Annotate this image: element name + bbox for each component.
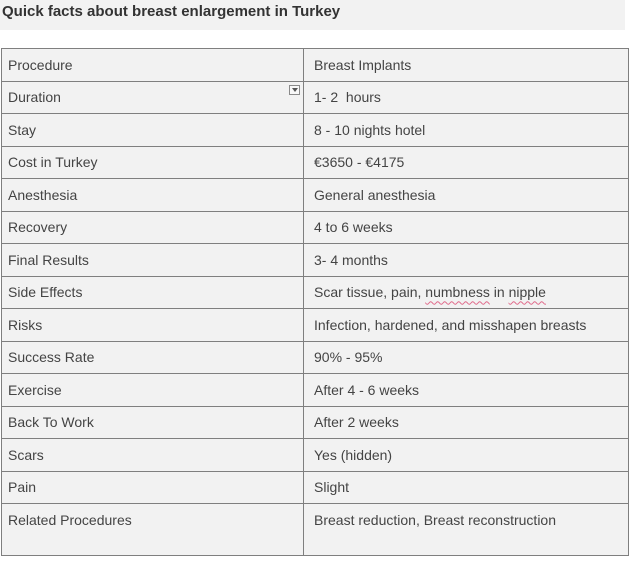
title-bar [0, 0, 625, 30]
table-row [2, 49, 629, 82]
row-label-back-to-work: Back To Work [2, 406, 304, 439]
side-effects-text-part: Scar tissue, pain, [314, 284, 426, 301]
row-label-recovery: Recovery [2, 211, 304, 244]
table-row [2, 179, 629, 212]
row-label-pain: Pain [2, 471, 304, 504]
quick-facts-table [1, 48, 629, 556]
row-label-duration: Duration [8, 89, 61, 106]
table-row [2, 406, 629, 439]
table-row [2, 81, 629, 114]
table-row [2, 439, 629, 472]
row-value-exercise: After 4 - 6 weeks [304, 374, 629, 407]
row-label-final-results: Final Results [2, 244, 304, 277]
row-value-scars: Yes (hidden) [304, 439, 629, 472]
table-row [2, 471, 629, 504]
table-row [2, 341, 629, 374]
row-value-recovery: 4 to 6 weeks [304, 211, 629, 244]
row-label-exercise: Exercise [2, 374, 304, 407]
side-effects-text-part: in [489, 284, 509, 301]
spellcheck-word-numbness: numbness [425, 284, 490, 301]
row-label-anesthesia: Anesthesia [2, 179, 304, 212]
row-label-success-rate: Success Rate [2, 341, 304, 374]
row-value-back-to-work: After 2 weeks [304, 406, 629, 439]
row-value-cost: €3650 - €4175 [304, 146, 629, 179]
row-label-risks: Risks [2, 309, 304, 342]
row-label-cost: Cost in Turkey [2, 146, 304, 179]
page-title: Quick facts about breast enlargement in Turkey [2, 3, 341, 20]
row-label-scars: Scars [2, 439, 304, 472]
table-row [2, 504, 629, 556]
row-value-pain: Slight [304, 471, 629, 504]
row-label-procedure: Procedure [2, 49, 304, 82]
row-value-procedure: Breast Implants [304, 49, 629, 82]
row-label-duration-cell [2, 81, 304, 114]
chevron-down-icon [292, 88, 298, 92]
row-value-related-procedures: Breast reduction, Breast reconstruction [304, 504, 629, 556]
table-row [2, 309, 629, 342]
spellcheck-word-nipple: nipple [508, 284, 546, 301]
row-value-anesthesia: General anesthesia [304, 179, 629, 212]
cell-dropdown-button[interactable] [289, 85, 300, 95]
row-label-side-effects: Side Effects [2, 276, 304, 309]
row-value-risks: Infection, hardened, and misshapen breasts [304, 309, 629, 342]
row-value-final-results: 3- 4 months [304, 244, 629, 277]
row-value-side-effects [304, 276, 629, 309]
table-row [2, 276, 629, 309]
table-row [2, 114, 629, 147]
row-label-related-procedures: Related Procedures [2, 504, 304, 556]
table-row [2, 211, 629, 244]
table-row [2, 146, 629, 179]
table-row [2, 244, 629, 277]
row-value-stay: 8 - 10 nights hotel [304, 114, 629, 147]
row-label-stay: Stay [2, 114, 304, 147]
row-value-success-rate: 90% - 95% [304, 341, 629, 374]
row-value-duration: 1- 2 hours [304, 81, 629, 114]
table-row [2, 374, 629, 407]
